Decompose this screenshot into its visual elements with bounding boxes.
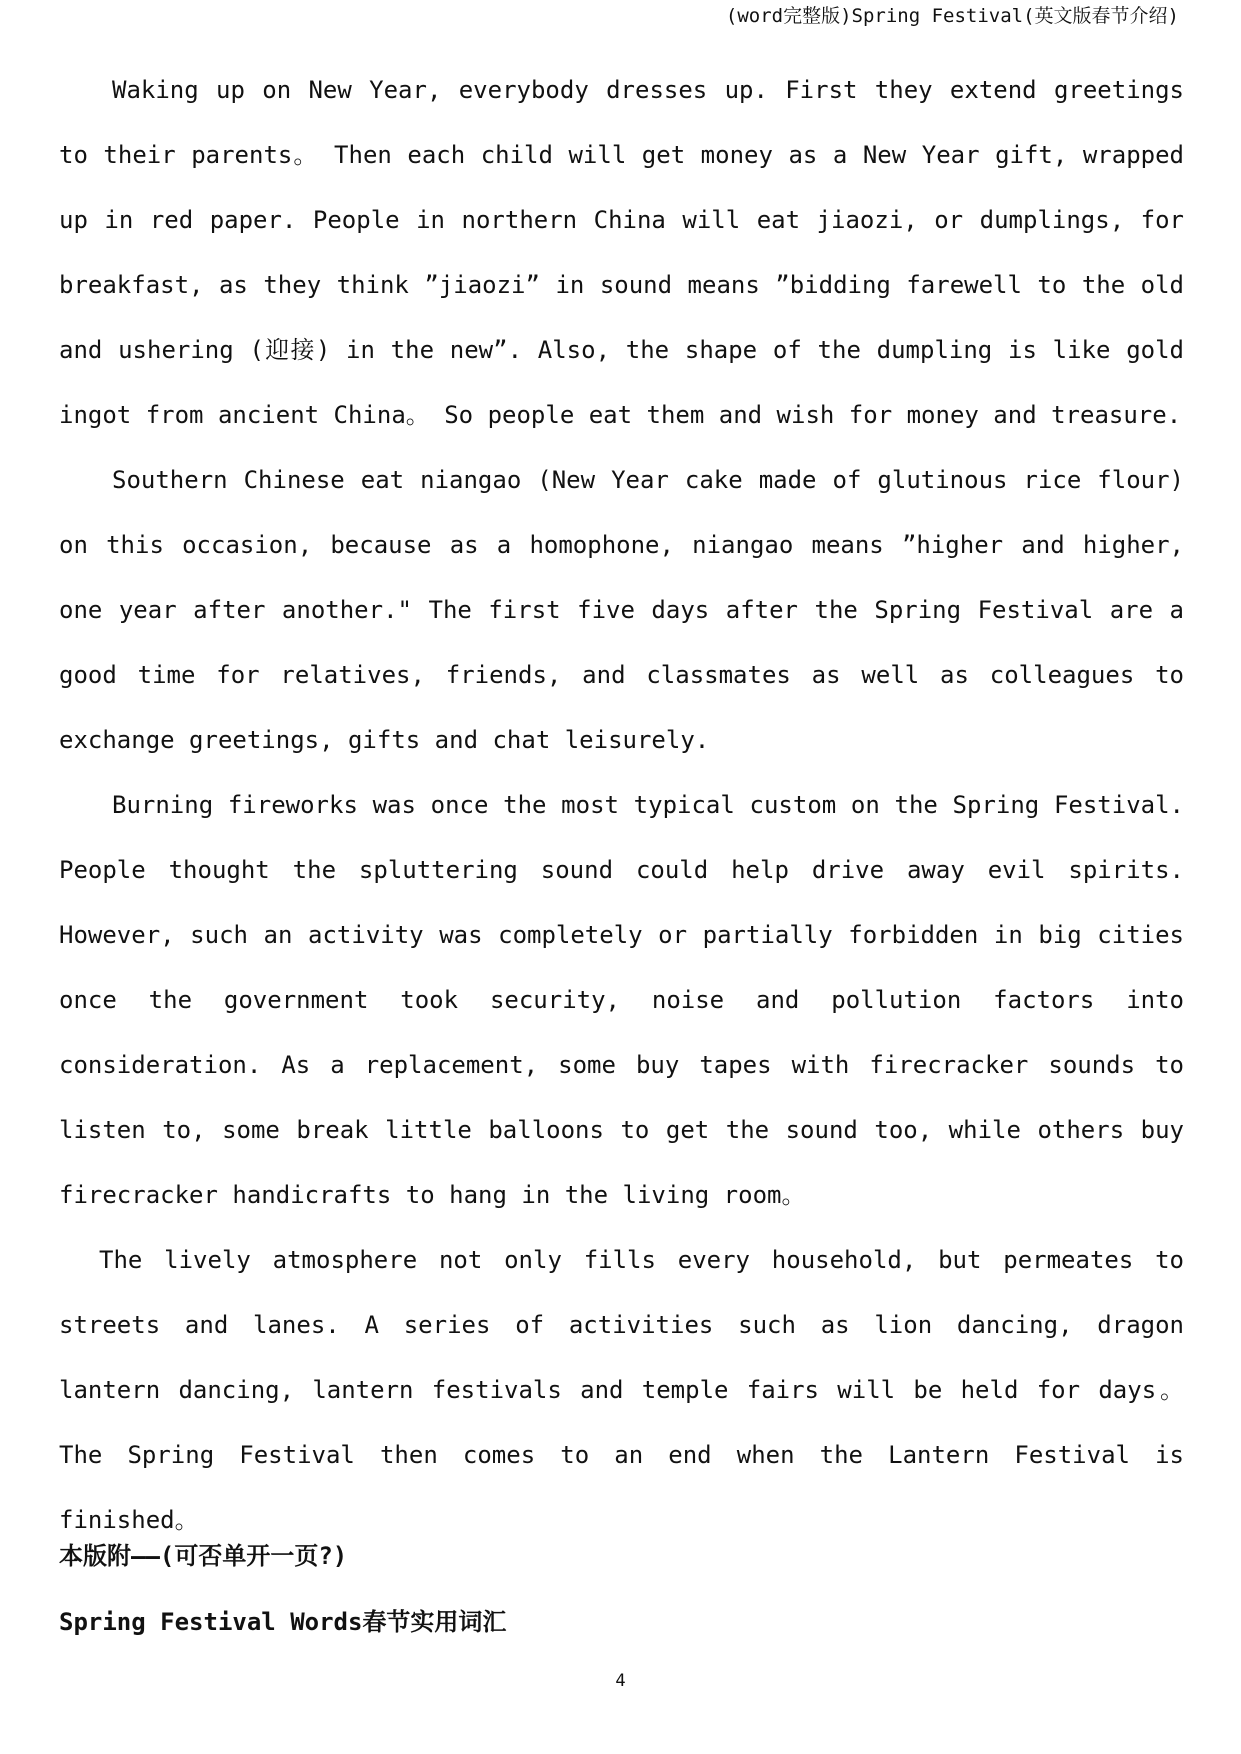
page-number: 4 xyxy=(615,1671,626,1691)
paragraph-new-year-morning: Waking up on New Year, everybody dresses up. First they extend greetings to their parents。 Then each child will get money as a New Year gift, wrapped up in red paper. People in northern China will eat jiaozi, or dumplings, for breakfast, as they think ”jiaozi” in sound means ”bidding farewell to the old and ushering (迎接) in the new”. Also, the shape of the dumpling is like gold ingot from ancient China。 So people eat them and wish for money and treasure. xyxy=(59,76,1184,429)
paragraph-lively-atmosphere: The lively atmosphere not only fills every household, but permeates to streets and lanes. A series of activities such as lion dancing, dragon lantern dancing, lantern festivals and temple fairs will be held for days。 The Spring Festival then comes to an end when the Lantern Festival is finished。 xyxy=(59,1246,1184,1534)
paragraph-fireworks: Burning fireworks was once the most typical custom on the Spring Festival. People thought the spluttering sound could help drive away evil spirits. However, such an activity was completely or partially forbidden in big cities once the government took security, noise and pollution factors into consideration. As a replacement, some buy tapes with firecracker sounds to listen to, some break little balloons to get the sound too, while others buy firecracker handicrafts to hang in the living room。 xyxy=(59,791,1184,1209)
document-header: (word完整版)Spring Festival(英文版春节介绍) xyxy=(725,5,1179,27)
appendix-note: 本版附——(可否单开一页?) xyxy=(59,1542,348,1570)
document-body xyxy=(59,58,1184,1553)
appendix-heading: Spring Festival Words春节实用词汇 xyxy=(59,1608,507,1636)
paragraph-niangao: Southern Chinese eat niangao (New Year cake made of glutinous rice flour) on this occasion, because as a homophone, niangao means ”higher and higher, one year after another." The first five days after the Spring Festival are a good time for relatives, friends, and classmates as well as colleagues to exchange greetings, gifts and chat leisurely. xyxy=(59,466,1184,754)
